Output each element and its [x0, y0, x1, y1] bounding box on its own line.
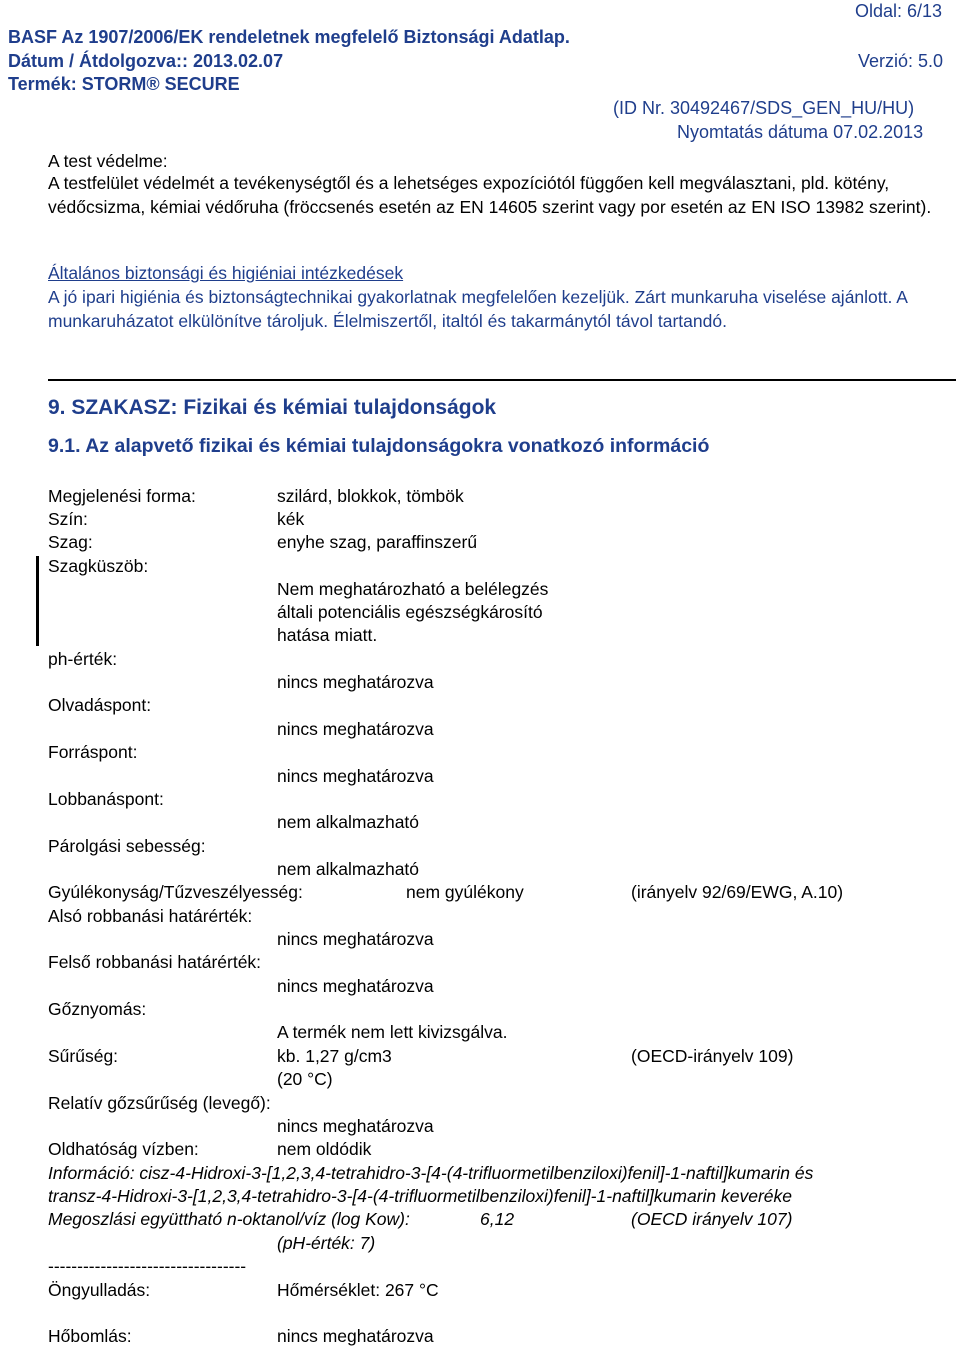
decomposition-label: Hőbomlás:: [48, 1326, 132, 1346]
density-label: Sűrűség:: [48, 1046, 119, 1066]
water-solubility-value: nem oldódik: [277, 1139, 372, 1159]
body-protection-heading: A test védelme:: [48, 151, 168, 171]
vapour-pressure-value: A termék nem lett kivizsgálva.: [277, 1022, 508, 1042]
hygiene-text: A jó ipari higiénia és biztonságtechnikai gyakorlatnak megfelelően kezeljük. Zárt munkaruha viselése ajánlott. A munkaruházatot elkülönítve tároljuk. Élelmiszertől, italtól és takarmánytól távol tartandó.: [48, 287, 907, 331]
section-9-title: 9. SZAKASZ: Fizikai és kémiai tulajdonságok: [48, 396, 497, 419]
evaporation-rate-value: nem alkalmazható: [277, 859, 420, 879]
flammability-method: (irányelv 92/69/EWG, A.10): [631, 882, 844, 902]
boiling-point-label: Forráspont:: [48, 742, 138, 762]
odour-threshold-value-line3: hatása miatt.: [277, 625, 378, 645]
ph-label: ph-érték:: [48, 649, 118, 669]
odour-threshold-value-line2: általi potenciális egészségkárosító: [277, 602, 543, 622]
version: Verzió: 5.0: [858, 51, 944, 71]
melting-point-label: Olvadáspont:: [48, 695, 152, 715]
change-bar: [36, 556, 39, 646]
appearance-value: szilárd, blokkok, tömbök: [277, 486, 464, 506]
density-temperature: (20 °C): [277, 1069, 333, 1089]
relative-vapour-density-label: Relatív gőzsűrűség (levegő):: [48, 1093, 271, 1113]
partition-coefficient-label: Megoszlási együttható n-oktanol/víz (log Kow):: [48, 1209, 410, 1229]
odour-threshold-value-line1: Nem meghatározható a belélegzés: [277, 579, 549, 599]
odour-label: Szag:: [48, 532, 93, 552]
evaporation-rate-label: Párolgási sebesség:: [48, 836, 206, 856]
density-value: kb. 1,27 g/cm3: [277, 1046, 392, 1066]
melting-point-value: nincs meghatározva: [277, 719, 434, 739]
revision-date: Dátum / Átdolgozva:: 2013.02.07: [8, 51, 284, 71]
partition-coefficient-ph: (pH-érték: 7): [277, 1233, 376, 1253]
autoignition-value: Hőmérséklet: 267 °C: [277, 1280, 439, 1300]
flammability-value: nem gyúlékony: [406, 882, 524, 902]
partition-coefficient-value: 6,12: [480, 1209, 515, 1229]
water-solubility-label: Oldhatóság vízben:: [48, 1139, 199, 1159]
section-9-1-title: 9.1. Az alapvető fizikai és kémiai tulajdonságokra vonatkozó információ: [48, 435, 710, 457]
body-protection-text: A testfelület védelmét a tevékenységtől és a lehetséges expozíciótól függően kell megválasztani, pld. kötény, védőcsizma, kémiai védőruha (fröccsenés esetén az EN 14605 szerint vagy por esetén az EN ISO 13982 szerint).: [48, 173, 932, 217]
upper-explosion-limit-value: nincs meghatározva: [277, 976, 434, 996]
appearance-label: Megjelenési forma:: [48, 486, 196, 506]
color-label: Szín:: [48, 509, 88, 529]
page-number: Oldal: 6/13: [855, 1, 943, 21]
odour-value: enyhe szag, paraffinszerű: [277, 532, 478, 552]
information-line-2: transz-4-Hidroxi-3-[1,2,3,4-tetrahidro-3-[4-(4-trifluormetilbenziloxi)fenil]-1-naftil]kumarin keveréke: [48, 1186, 793, 1206]
vapour-pressure-label: Gőznyomás:: [48, 999, 147, 1019]
color-value: kék: [277, 509, 305, 529]
partition-coefficient-method: (OECD irányelv 107): [631, 1209, 793, 1229]
boiling-point-value: nincs meghatározva: [277, 766, 434, 786]
section-divider: [48, 379, 956, 381]
relative-vapour-density-value: nincs meghatározva: [277, 1116, 434, 1136]
dashed-separator: ----------------------------------: [48, 1256, 247, 1276]
flash-point-label: Lobbanáspont:: [48, 789, 164, 809]
density-method: (OECD-irányelv 109): [631, 1046, 794, 1066]
hygiene-heading: Általános biztonsági és higiéniai intézkedések: [48, 263, 404, 283]
id-number: (ID Nr. 30492467/SDS_GEN_HU/HU): [613, 98, 915, 118]
flammability-label: Gyúlékonyság/Tűzveszélyesség:: [48, 882, 303, 902]
lower-explosion-limit-value: nincs meghatározva: [277, 929, 434, 949]
document-title: BASF Az 1907/2006/EK rendeletnek megfelelő Biztonsági Adatlap.: [8, 27, 570, 47]
information-line-1: Információ: cisz-4-Hidroxi-3-[1,2,3,4-tetrahidro-3-[4-(4-trifluormetilbenziloxi)fenil]-1-naftil]kumarin és: [48, 1163, 814, 1183]
autoignition-label: Öngyulladás:: [48, 1280, 151, 1300]
ph-value: nincs meghatározva: [277, 672, 434, 692]
flash-point-value: nem alkalmazható: [277, 812, 420, 832]
odour-threshold-label: Szagküszöb:: [48, 556, 149, 576]
print-date: Nyomtatás dátuma 07.02.2013: [677, 122, 924, 142]
decomposition-value: nincs meghatározva: [277, 1326, 434, 1346]
upper-explosion-limit-label: Felső robbanási határérték:: [48, 952, 262, 972]
lower-explosion-limit-label: Alsó robbanási határérték:: [48, 906, 253, 926]
product-name: Termék: STORM® SECURE: [8, 74, 240, 94]
